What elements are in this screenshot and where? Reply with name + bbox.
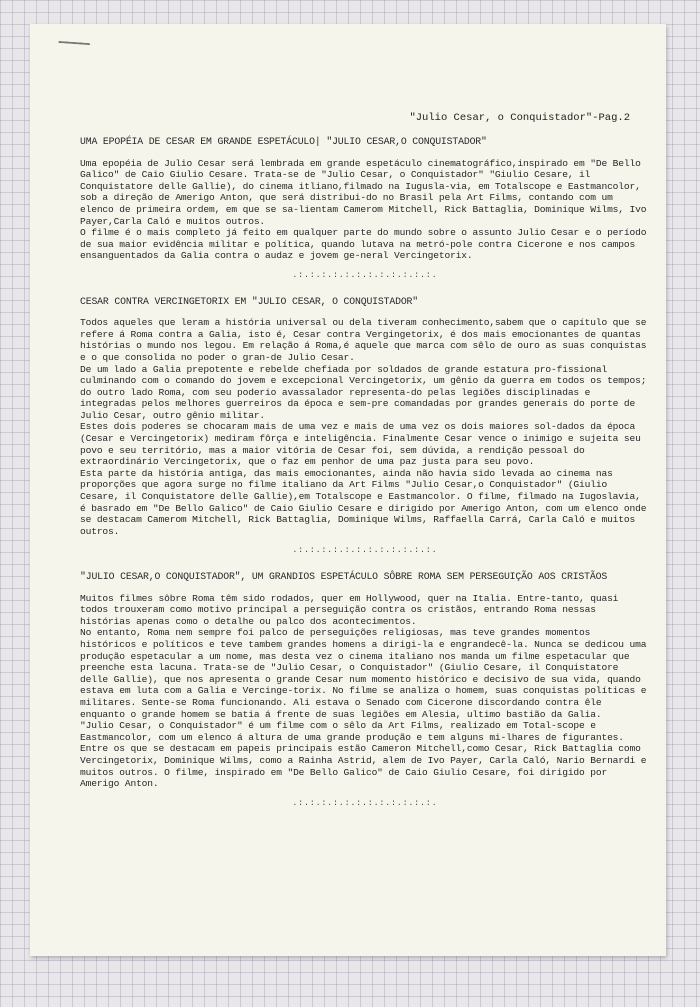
page-header: "Julio Cesar, o Conquistador"-Pag.2	[409, 112, 630, 124]
section-separator: .:.:.:.:.:.:.:.:.:.:.:.:.	[292, 798, 438, 808]
paragraph: O filme é o mais completo já feito em qualquer parte do mundo sobre o assunto Julio Cesar e o período de sua maior evidência militar e política, quando lutava na metró-pole contra Cicerone e nos campos ensanguentados da Galia contra o audaz e jovem ge-neral Vercingetorix.	[80, 227, 652, 262]
section-roma-sem-perseguicao	[80, 571, 650, 809]
section-heading: "JULIO CESAR,O CONQUISTADOR", UM GRANDIOS ESPETÁCULO SÔBRE ROMA SEM PERSEGUIÇÃO AOS CRISTÃOS	[80, 571, 608, 582]
paragraph: Estes dois poderes se chocaram mais de uma vez e mais de uma vez os dois maiores sol-dados da época (Cesar e Vercingetorix) mediram fôrça e inteligência. Finalmente Cesar vence o inimigo e sujeita seu povo e seu território, mas a maior vitória de Cesar foi, sem dúvida, a rendição pessoal do extraordinário Vercingetorix, que o faz em penhor de uma paz justa para seu povo.	[80, 421, 647, 468]
document-body	[80, 136, 650, 823]
typewritten-page	[30, 24, 666, 956]
staple-mark	[58, 41, 90, 51]
paragraph: No entanto, Roma nem sempre foi palco de perseguições religiosas, mas teve grandes momentos históricos e políticos e teve tambem grandes homens a dirigi-la e engrandecê-la. Nunca se dedicou uma produção espetacular a um nome, mas desta vez o cinema italiano nos manda um filme espetacular que preenche esta lacuna. Trata-se de "Julio Cesar, o Conquistador" (Giulio Cesare, il Conquistatore delle Gallie), que nos apresenta o grande Cesar num momento histórico e decisivo de sua vida, quando estava em luta com a Galia e Vercinge-torix. No filme se analiza o homem, suas conquistas políticas e militares. Sente-se Roma funcionando. Ali estava o Senado com Cicerone discordando contra êle enquanto o grande homem se batia á frente de suas legiões em Alesia, ultimo bastião da Galia.	[80, 627, 652, 720]
paragraph: Uma epopéia de Julio Cesar será lembrada em grande espetáculo cinematográfico,inspirado em "De Bello Galico" de Caio Giulio Cesare. Trata-se de "Julio Cesar, o Conquistador" "Giulio Cesare, il Conquistatore delle Gallie), do cinema itliano,filmado na Iugusla-via, em Totalscope e Eastmancolor, sob a direção de Amerigo Anton, que será distribui-do no Brasil pela Art Films, contando com um elenco de primeira ordem, em que se sa-lientam Camerom Mitchell, Rick Battaglia, Dominique Wilms, Ivo Payer,Carla Caló e muitos outros.	[80, 157, 652, 227]
section-separator: .:.:.:.:.:.:.:.:.:.:.:.:.	[292, 270, 438, 280]
section-epopeia	[80, 136, 650, 282]
paragraph: "Julio Cesar, o Conquistador" é um filme com o sêlo da Art Films, realizado em Total-scope e Eastmancolor, com um elenco á altura de uma grande produção e tem alguns mi-lhares de figurantes. Entre os que se destacam em papeis principais estão Cameron Mitchell,como Cesar, Rick Battaglia como Vercingetorix, Dominique Wilms, como a Rainha Astrid, alem de Ivo Payer, Carla Caló, Nario Bernardi e muitos outros. O filme, inspirado em "De Bello Galico" de Caio Giulio Cesare, foi dirigido por Amerigo Anton.	[80, 720, 652, 790]
paragraph: Esta parte da história antiga, das mais emocionantes, ainda não havia sido levada ao cinema nas proporções que agora surge no filme italiano da Art Films "Julio Cesar,o Conquistador" (Giulio Cesare, il Conquistatore delle Gallie),em Totalscope e Eastmancolor. O filme, filmado na Iugoslavia, é basrado em "De Bello Galico" de Caio Giulio Cesare e dirigido por Amerigo Anton, com um elenco onde se destacam Camerom Mitchell, Rick Battaglia, Dominique Wilms, Raffaella Carrá, Carla Caló e muitos outros.	[80, 467, 652, 537]
section-heading: CESAR CONTRA VERCINGETORIX EM "JULIO CESAR, O CONQUISTADOR"	[80, 295, 419, 307]
paragraph: Todos aqueles que leram a história universal ou dela tiveram conhecimento,sabem que o capítulo que se refere á Roma contra a Galia, isto é, Cesar contra Vergingetorix, é dos mais emocionantes de quantas histórias o mundo nos legou. Em relação á Roma,é aquele que marca com sêlo de ouro as suas conquistas e o que consolida no poder o gran-de Julio Cesar.	[80, 317, 652, 363]
section-cesar-contra-vercingetorix	[80, 296, 650, 557]
section-heading: UMA EPOPÉIA DE CESAR EM GRANDE ESPETÁCULO| "JULIO CESAR,O CONQUISTADOR"	[80, 136, 487, 147]
section-separator: .:.:.:.:.:.:.:.:.:.:.:.:.	[292, 546, 438, 556]
paragraph: De um lado a Galia prepotente e rebelde chefiada por soldados de grande estatura pro-fissional culminando com o comando do jovem e excepcional Vercingetorix, um gênio da guerra em todos os tempos; do outro lado Roma, com seu poderio avassalador representa-do pelas legiões disciplinadas e integradas pelos melhores guerreiros da época e sem-pre comandadas por grandes generais do porte de Julio Cesar, outro gênio militar.	[80, 363, 652, 421]
paragraph: Muitos filmes sôbre Roma têm sido rodados, quer em Hollywood, quer na Italia. Entre-tanto, quasi todos trouxeram como motivo principal a perseguição contra os cristãos, entrando Roma nessas histórias apenas como o detalhe ou palco dos acontecimentos.	[80, 592, 624, 627]
